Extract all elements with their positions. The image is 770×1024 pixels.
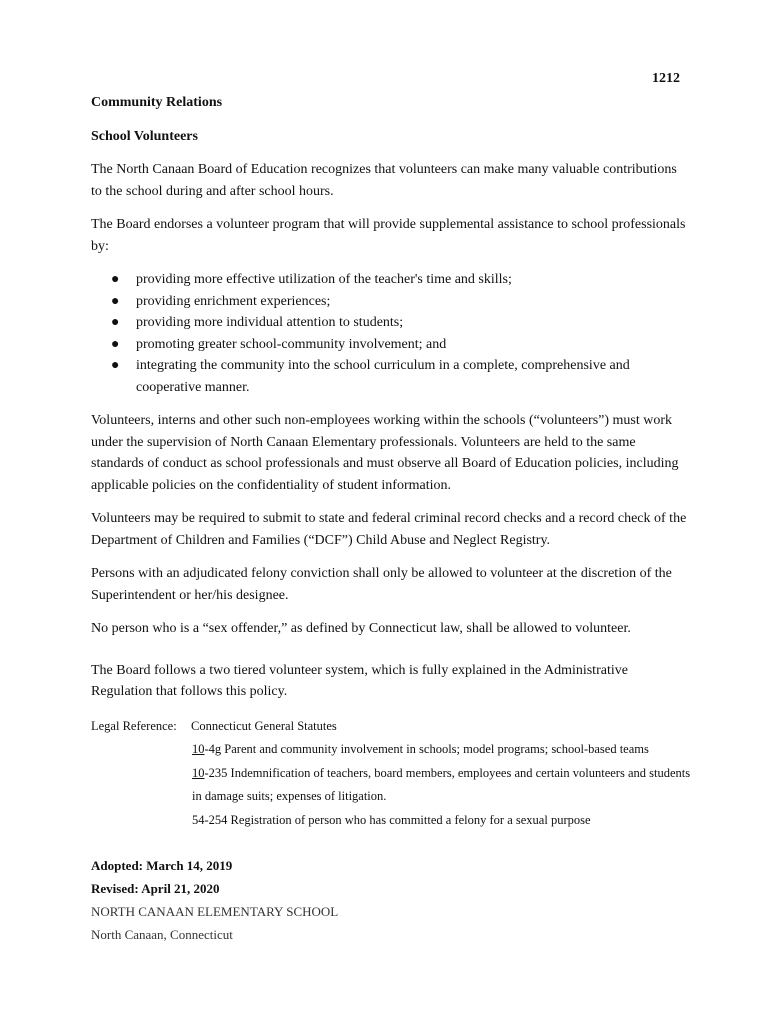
document-body — [91, 92, 691, 946]
policy-title: School Volunteers — [91, 128, 198, 144]
policy-number: 1212 — [652, 71, 680, 86]
bullet-icon: ● — [111, 315, 120, 330]
list-item: ● providing enrichment experiences; — [91, 291, 691, 313]
volunteers-paragraph: Volunteers, interns and other such non-employees working within the schools (“volunteers”) must work under the supervision of North Canaan Elementary professionals. Volunteers are held to the same standards of conduct as school professionals and must observe all Board of Education policies, including applicable policies on the confidentiality of student information. — [91, 413, 679, 493]
endorse-paragraph: The Board endorses a volunteer program that will provide supplemental assistance to school professionals by: — [91, 217, 686, 254]
adopted-date: Adopted: March 14, 2019 — [91, 858, 233, 873]
document-footer — [91, 854, 691, 946]
legal-label: Legal Reference: — [91, 718, 177, 733]
bullet-icon: ● — [111, 293, 120, 309]
list-item: ● providing more individual attention to students; — [91, 312, 691, 334]
school-location: North Canaan, Connecticut — [91, 927, 233, 942]
legal-source: Connecticut General Statutes — [191, 718, 337, 733]
intro-paragraph: The North Canaan Board of Education recognizes that volunteers can make many valuable contributions to the school during and after school hours. — [91, 162, 677, 199]
list-item: ● integrating the community into the school curriculum in a complete, comprehensive and cooperative manner. — [91, 355, 691, 398]
program-list — [91, 269, 691, 398]
statute-number: 10 — [192, 742, 205, 756]
school-name: NORTH CANAAN ELEMENTARY SCHOOL — [91, 904, 339, 919]
bullet-icon: ● — [111, 358, 120, 373]
bullet-icon: ● — [111, 336, 120, 352]
section-heading: Community Relations — [91, 95, 223, 110]
statute-number: 10 — [192, 765, 205, 780]
tiered-paragraph: The Board follows a two tiered volunteer system, which is fully explained in the Administrative Regulation that follows this policy. — [91, 662, 628, 699]
list-item: ● providing more effective utilization of the teacher's time and skills; — [91, 269, 691, 291]
bullet-icon: ● — [111, 272, 120, 287]
legal-ref: 10-4g Parent and community involvement in schools; model programs; school-based teams — [192, 742, 649, 756]
checks-paragraph: Volunteers may be required to submit to state and federal criminal record checks and a record check of the Department of Children and Families (“DCF”) Child Abuse and Neglect Registry. — [91, 511, 687, 548]
legal-ref: 54-254 Registration of person who has committed a felony for a sexual purpose — [192, 812, 591, 827]
legal-ref: 10-235 Indemnification of teachers, board members, employees and certain volunteers and students in damage suits; expenses of litigation. — [192, 765, 691, 803]
list-item: ● promoting greater school-community involvement; and — [91, 334, 691, 356]
legal-reference — [91, 715, 691, 833]
revised-date: Revised: April 21, 2020 — [91, 881, 220, 896]
offender-paragraph: No person who is a “sex offender,” as defined by Connecticut law, shall be allowed to volunteer. — [91, 621, 631, 636]
felony-paragraph: Persons with an adjudicated felony conviction shall only be allowed to volunteer at the discretion of the Superintendent or her/his designee. — [91, 566, 672, 603]
